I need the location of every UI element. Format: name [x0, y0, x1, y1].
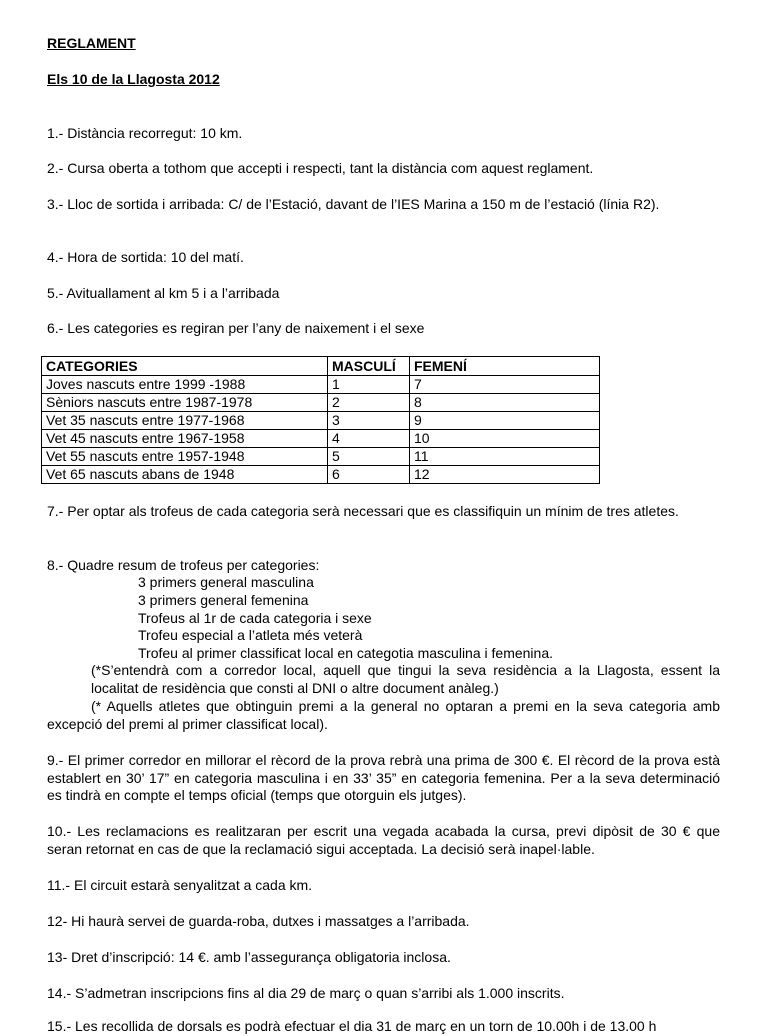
- table-cell: Vet 65 nascuts abans de 1948: [42, 466, 328, 484]
- categories-table: [41, 356, 600, 484]
- rule-10: 10.- Les reclamacions es realitzaran per escrit una vegada acabada la cursa, previ dipòsit de 30 € que seran retornat en cas de que la reclamació sigui acceptada. La decisió serà inapel·lable.: [47, 823, 720, 857]
- table-row: [42, 448, 600, 466]
- rule-12: 12- Hi haurà servei de guarda-roba, dutxes i massatges a l’arribada.: [47, 913, 470, 929]
- table-header: CATEGORIES: [42, 357, 328, 376]
- doc-heading: REGLAMENT: [47, 35, 136, 51]
- table-cell: Joves nascuts entre 1999 -1988: [42, 376, 328, 394]
- rule-13: 13- Dret d’inscripció: 14 €. amb l’assegurança obligatoria inclosa.: [47, 949, 451, 965]
- note-local-runner: (*S’entendrà com a corredor local, aquell que tingui la seva residència a la Llagosta, essent la localitat de residència que consti al DNI o altre document anàleg.): [91, 662, 720, 696]
- table-cell: 12: [410, 466, 600, 484]
- table-cell: 10: [410, 430, 600, 448]
- rule-9: 9.- El primer corredor en millorar el rècord de la prova rebrà una prima de 300 €. El rècord de la prova està establert en 30’ 17” en categoria masculina i en 33’ 35” en categoria femenina. Per a la seva determinació es tindrà en compte el temps oficial (temps que otorguin els jutges).: [47, 752, 720, 803]
- table-cell: Vet 45 nascuts entre 1967-1958: [42, 430, 328, 448]
- table-cell: Sèniors nascuts entre 1987-1978: [42, 394, 328, 412]
- rule-5: 5.- Avituallament al km 5 i a l’arribada: [47, 285, 280, 301]
- rule-4: 4.- Hora de sortida: 10 del matí.: [47, 249, 244, 265]
- rule-7: 7.- Per optar als trofeus de cada categoria serà necessari que es classifiquin un mínim de tres atletes.: [47, 503, 679, 519]
- table-cell: 6: [328, 466, 410, 484]
- rule-3: 3.- Lloc de sortida i arribada: C/ de l’Estació, davant de l’IES Marina a 150 m de l’estació (línia R2).: [47, 196, 660, 212]
- table-cell: 11: [410, 448, 600, 466]
- rule-2: 2.- Cursa oberta a tothom que accepti i respecti, tant la distància com aquest reglament.: [47, 160, 594, 176]
- table-cell: 1: [328, 376, 410, 394]
- trophy-item: 3 primers general femenina: [138, 592, 309, 608]
- table-row: [42, 430, 600, 448]
- table-cell: Vet 55 nascuts entre 1957-1948: [42, 448, 328, 466]
- table-cell: Vet 35 nascuts entre 1977-1968: [42, 412, 328, 430]
- table-header: MASCULÍ: [328, 357, 410, 376]
- table-row: [42, 394, 600, 412]
- trophy-item: 3 primers general masculina: [138, 574, 314, 590]
- table-cell: 3: [328, 412, 410, 430]
- rule-11: 11.- El circuit estarà senyalitzat a cada km.: [47, 877, 313, 893]
- table-row: [42, 376, 600, 394]
- rule-6: 6.- Les categories es regiran per l’any de naixement i el sexe: [47, 320, 425, 336]
- table-cell: 9: [410, 412, 600, 430]
- doc-subheading: Els 10 de la Llagosta 2012: [47, 71, 220, 87]
- rule-14: 14.- S’admetran inscripcions fins al dia 29 de març o quan s’arribi als 1.000 inscrits.: [47, 985, 565, 1001]
- table-cell: 7: [410, 376, 600, 394]
- table-cell: 5: [328, 448, 410, 466]
- rule-8: 8.- Quadre resum de trofeus per categories:: [47, 557, 320, 573]
- table-row: [42, 466, 600, 484]
- rule-15-text: 15.- Les recollida de dorsals es podrà efectuar el dia 31 de març en un torn de 10.00h i de 13.00 h: [47, 1018, 657, 1034]
- rule-15-partial: [47, 1016, 720, 1034]
- table-header: FEMENÍ: [410, 357, 600, 376]
- note-general-prize: (* Aquells atletes que obtinguin premi a la general no optaran a premi en la seva categoria amb excepció del premi al primer classificat local).: [47, 698, 720, 732]
- table-row: [42, 412, 600, 430]
- trophy-item: Trofeu especial a l’atleta més veterà: [138, 627, 363, 643]
- rule-1: 1.- Distància recorregut: 10 km.: [47, 125, 243, 141]
- table-header-row: [42, 357, 600, 376]
- table-cell: 8: [410, 394, 600, 412]
- trophy-item: Trofeus al 1r de cada categoria i sexe: [138, 610, 372, 626]
- table-cell: 4: [328, 430, 410, 448]
- trophy-item: Trofeu al primer classificat local en categotia masculina i femenina.: [138, 645, 554, 661]
- table-cell: 2: [328, 394, 410, 412]
